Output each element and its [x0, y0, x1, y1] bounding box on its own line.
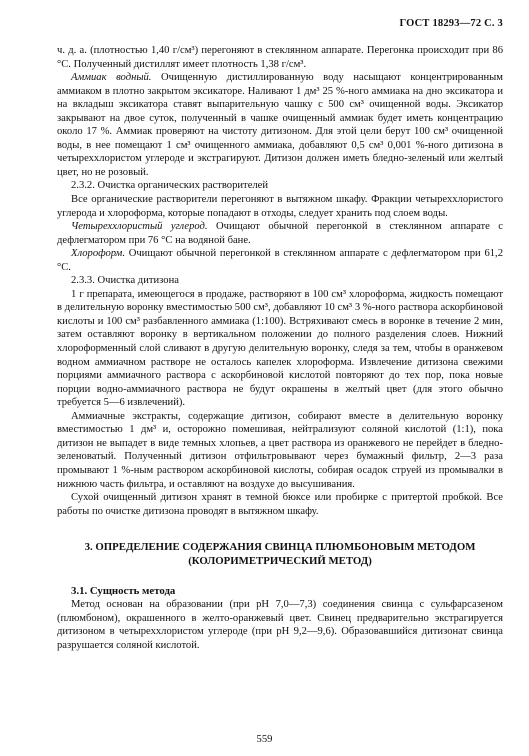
subsection-heading-dithizone: 2.3.3. Очистка дитизона — [71, 275, 179, 287]
paragraph-chloroform-body: Очищают обычной перегонкой в стеклянном аппарате с дефлегматором при 61,2 °С. — [57, 248, 503, 273]
paragraph-nitric-acid-end: ч. д. а. (плотностью 1,40 г/см³) перегоняют в стеклянном аппарате. Перегонка происходит при 86 °С. Полученный дистиллят имеет плотность 1,38 г/см³. — [57, 45, 503, 70]
paragraph-chloroform — [57, 247, 503, 274]
term-aqueous-ammonia: Аммиак водный. — [71, 72, 152, 84]
paragraph-aqueous-ammonia-body: Очищенную дистиллированную воду насыщают концентрированным аммиаком в плотно закрытом эксикаторе. Наливают 1 дм³ 25 %-ного аммиака на дно эксикатора и на вкладыш эксикатора ставят выпарительную чашку с 500 см³ очищенной воды. Эксикатор закрывают на двое суток, полученный в чашке очищенный аммиак будет иметь концентрацию около 17 %. Аммиак проверяют на чистоту дитизоном. Для этой цели берут 100 см³ очищенной воды, в нее помещают 1 см³ очищенного аммиака, добавляют 0,5 см³ 0,001 %-ного дитизона в четыреххлористом углероде и экстрагируют. Дитизон должен иметь бледно-зеленый или желтый цвет, но не розовый. — [57, 72, 504, 178]
paragraph-solvents: Все органические растворители перегоняют в вытяжном шкафу. Фракции четыреххлористого углерода и хлороформа, которые попадают в отходы, следует хранить под слоем воды. — [57, 194, 503, 219]
paragraph-aqueous-ammonia — [57, 71, 503, 179]
term-chloroform: Хлороформ. — [71, 248, 125, 260]
subsection-heading-solvents: 2.3.2. Очистка органических растворителей — [71, 180, 269, 192]
running-header: ГОСТ 18293—72 С. 3 — [399, 18, 503, 29]
page-number: 559 — [256, 734, 273, 745]
paragraph-dithizone-storage: Сухой очищенный дитизон хранят в темной бюксе или пробирке с притертой пробкой. Все работы по очистке дитизона проводят в вытяжном шкафу. — [57, 492, 503, 517]
paragraph-ammonia-extracts: Аммиачные экстракты, содержащие дитизон, собирают вместе в делительную воронку вместимостью 1 дм³ и, осторожно помешивая, нейтрализуют соляной кислотой (1:1), пока дитизон не выпадет в виде темных хлопьев, а цвет раствора из оранжевого не перейдет в бледно-зеленоватый. Полученный дитизон отфильтровывают через бумажный фильтр, 2—3 раза промывают 1 %-ным раствором аскорбиновой кислоты, собирая осадок струей из промывалки в нижнюю часть фильтра, и оставляют на воздухе до высушивания. — [57, 410, 503, 490]
section-3-title-line-1: 3. ОПРЕДЕЛЕНИЕ СОДЕРЖАНИЯ СВИНЦА ПЛЮМБОНОВЫМ МЕТОДОМ — [84, 541, 476, 554]
paragraph-method-essence: Метод основан на образовании (при рН 7,0—7,3) соединения свинца с сульфарсазеном (плюмбоном), окрашенного в желто-оранжевый цвет. Свинец предварительно экстрагируется дитизоном в четыреххлористом углероде (при рН 9,2—9,6). Образовавшийся дитизонат свинца разрушается соляной кислотой. — [57, 599, 503, 651]
paragraph-carbon-tetrachloride-body: Очищают обычной перегонкой в стеклянном аппарате с дефлегматором при 76 °С на водяной бане. — [57, 221, 503, 246]
paragraph-dithizone-extraction: 1 г препарата, имеющегося в продаже, растворяют в 100 см³ хлороформа, жидкость помещают в делительную воронку вместимостью 500 см³, добавляют 10 см³ 3 %-ного раствора аскорбиновой кислоты и 100 см³ разбавленного аммиака (1:100). Встряхивают смесь в воронке в течение 2 мин, затем оставляют воронку в вертикальном положении до полного разделения слоев. Нижний хлороформенный слой сливают в другую делительную воронку, следя за тем, чтобы в оранжевом водном аммиачном растворе не осталось капелек хлороформа. Извлечение дитизона свежими порциями аммиачного раствора с аскорбиновой кислотой повторяют до тех пор, пока новые порции водно-аммиачного раствора не будут окрашены в желтый цвет (для этого обычно требуется 5—6 извлечений). — [57, 288, 503, 409]
section-3-title — [57, 540, 503, 568]
term-carbon-tetrachloride: Четыреххлористый углерод. — [71, 221, 208, 233]
section-3-title-line-2: (КОЛОРИМЕТРИЧЕСКИЙ МЕТОД) — [188, 555, 372, 568]
paragraph-carbon-tetrachloride — [57, 220, 503, 247]
subsection-3-1-title: 3.1. Сущность метода — [71, 585, 176, 598]
